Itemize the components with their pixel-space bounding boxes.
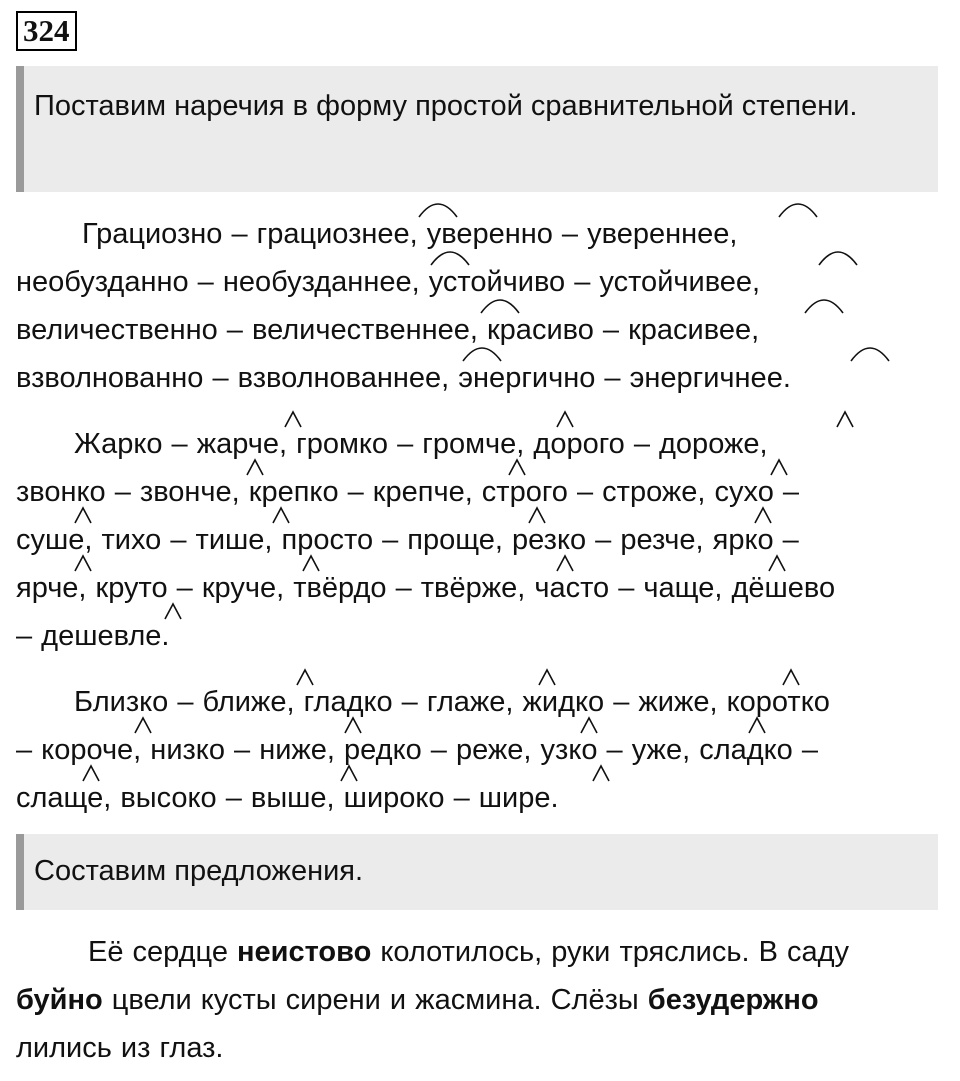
sentence-line xyxy=(16,928,942,976)
line: ярче, круто – круче, твёрдо – твёрже, часто – чаще, дёшево xyxy=(16,572,836,604)
bold-adverb: буйно xyxy=(16,984,103,1016)
suffix-arc-mark xyxy=(430,251,470,265)
paragraph-adverbs-che xyxy=(16,420,942,660)
suffix-caret-mark xyxy=(556,411,574,427)
line: суше, тихо – тише, просто – проще, резко – резче, ярко – xyxy=(16,524,799,556)
suffix-caret-mark xyxy=(556,555,574,571)
suffix-arc-mark xyxy=(804,299,844,313)
suffix-arc-mark xyxy=(778,203,818,217)
suffix-caret-mark xyxy=(74,507,92,523)
text: колотилось, руки тряслись. В саду xyxy=(371,936,850,968)
bold-adverb: неистово xyxy=(237,936,372,968)
suffix-caret-mark xyxy=(770,459,788,475)
suffix-caret-mark xyxy=(768,555,786,571)
bold-adverb: безудержно xyxy=(647,984,819,1016)
line: звонко – звонче, крепко – крепче, строго – строже, сухо – xyxy=(16,476,800,508)
line: Грациозно – грациознее, уверенно – увереннее, xyxy=(82,218,738,250)
suffix-caret-mark xyxy=(592,765,610,781)
task2-text: Составим предложения. xyxy=(34,855,364,887)
exercise-number: 324 xyxy=(16,11,77,51)
suffix-caret-mark xyxy=(748,717,766,733)
suffix-arc-mark xyxy=(818,251,858,265)
suffix-caret-mark xyxy=(284,411,302,427)
line: величественно – величественнее, красиво – красивее, xyxy=(16,314,760,346)
suffix-caret-mark xyxy=(580,717,598,733)
paragraph-adverbs-e xyxy=(16,678,942,822)
line: необузданно – необузданнее, устойчиво – устойчивее, xyxy=(16,266,761,298)
suffix-caret-mark xyxy=(272,507,290,523)
task-banner-comparative xyxy=(16,66,938,192)
suffix-caret-mark xyxy=(164,603,182,619)
suffix-caret-mark xyxy=(82,765,100,781)
suffix-caret-mark xyxy=(344,717,362,733)
task-banner-sentences xyxy=(16,834,938,910)
line: – дешевле. xyxy=(16,620,170,652)
line: Близко – ближе, гладко – глаже, жидко – жиже, коротко xyxy=(74,686,830,718)
line: слаще, высоко – выше, широко – шире. xyxy=(16,782,559,814)
line: Жарко – жарче, громко – громче, дорого – дороже, xyxy=(74,428,768,460)
task1-text: Поставим наречия в форму простой сравнительной степени. xyxy=(34,90,858,122)
suffix-caret-mark xyxy=(508,459,526,475)
suffix-arc-mark xyxy=(850,347,890,361)
suffix-caret-mark xyxy=(74,555,92,571)
suffix-caret-mark xyxy=(528,507,546,523)
line: – короче, низко – ниже, редко – реже, узко – уже, сладко – xyxy=(16,734,818,766)
suffix-caret-mark xyxy=(754,507,772,523)
suffix-caret-mark xyxy=(340,765,358,781)
suffix-caret-mark xyxy=(296,669,314,685)
paragraph-sentences xyxy=(16,928,942,1072)
suffix-arc-mark xyxy=(462,347,502,361)
suffix-caret-mark xyxy=(246,459,264,475)
line: взволнованно – взволнованнее, энергично – энергичнее. xyxy=(16,362,791,394)
suffix-arc-mark xyxy=(480,299,520,313)
text: цвели кусты сирени и жасмина. Слёзы xyxy=(102,984,648,1016)
sentence-line xyxy=(16,976,942,1024)
suffix-arc-mark xyxy=(418,203,458,217)
suffix-caret-mark xyxy=(302,555,320,571)
suffix-caret-mark xyxy=(836,411,854,427)
text: Её сердце xyxy=(88,936,238,968)
sentence-line: лились из глаз. xyxy=(16,1032,224,1064)
suffix-caret-mark xyxy=(782,669,800,685)
suffix-caret-mark xyxy=(134,717,152,733)
suffix-caret-mark xyxy=(538,669,556,685)
